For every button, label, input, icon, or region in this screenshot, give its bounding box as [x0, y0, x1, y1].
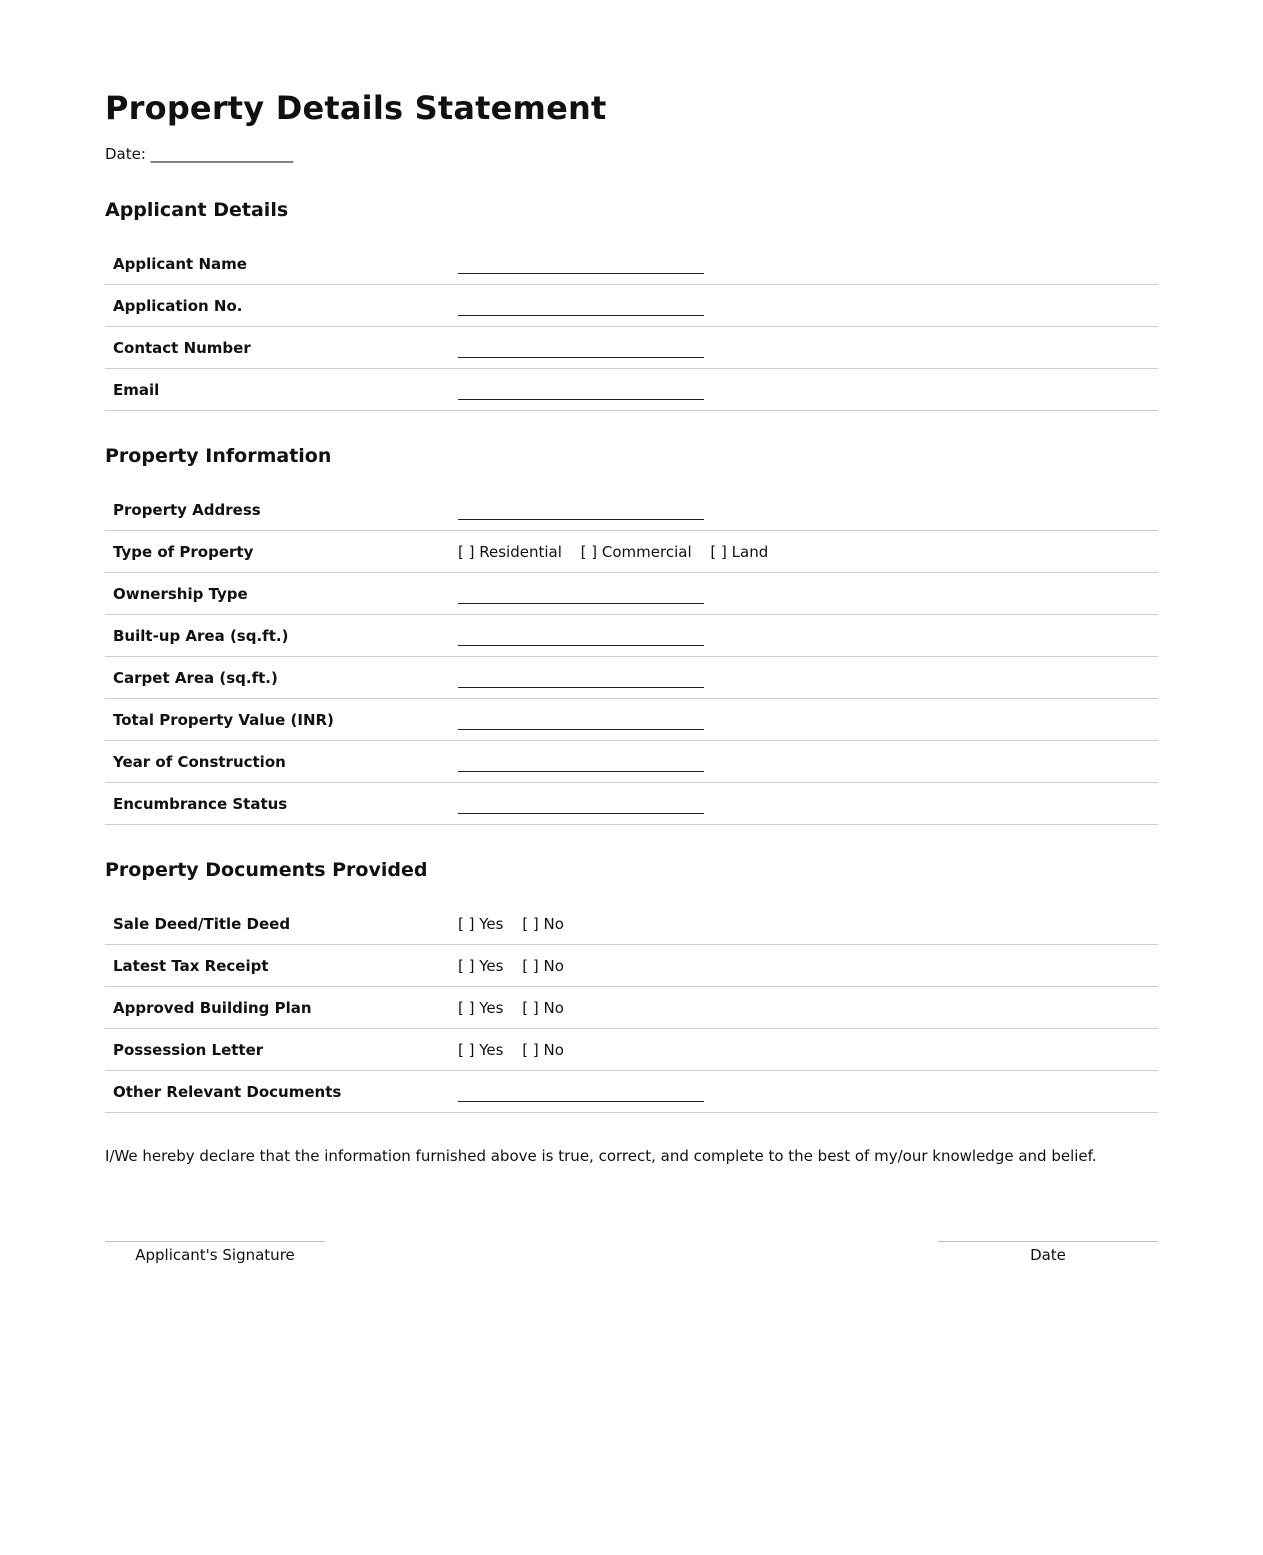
field-label: Sale Deed/Title Deed: [105, 903, 458, 945]
checkbox-option[interactable]: [ ] No: [522, 998, 564, 1017]
blank-field[interactable]: [458, 259, 704, 274]
checkbox-option[interactable]: [ ] Yes: [458, 1040, 504, 1059]
table-row: [105, 573, 1158, 615]
table-row: [105, 615, 1158, 657]
field-label: Ownership Type: [105, 573, 458, 615]
field-label: Property Address: [105, 489, 458, 531]
table-row: [105, 327, 1158, 369]
table-row: [105, 699, 1158, 741]
checkbox-option[interactable]: [ ] Yes: [458, 956, 504, 975]
applicant-signature-line[interactable]: Applicant's Signature: [105, 1241, 325, 1264]
field-label: Applicant Name: [105, 243, 458, 285]
blank-field[interactable]: [458, 631, 704, 646]
blank-field[interactable]: [458, 505, 704, 520]
field-label: Email: [105, 369, 458, 411]
table-row: [105, 945, 1158, 987]
table-row: [105, 531, 1158, 573]
field-label: Year of Construction: [105, 741, 458, 783]
table-row: [105, 657, 1158, 699]
field-label: Total Property Value (INR): [105, 699, 458, 741]
field-label: Type of Property: [105, 531, 458, 573]
blank-field[interactable]: [458, 589, 704, 604]
blank-field[interactable]: [458, 301, 704, 316]
declaration-text: I/We hereby declare that the information furnished above is true, correct, and complete to the best of my/our knowledge and belief.: [105, 1147, 1097, 1165]
checkbox-option[interactable]: [ ] Land: [710, 542, 769, 561]
property-table: [105, 489, 1158, 825]
field-label: Other Relevant Documents: [105, 1071, 458, 1113]
checkbox-option[interactable]: [ ] No: [522, 914, 564, 933]
checkbox-option[interactable]: [ ] Commercial: [580, 542, 692, 561]
blank-field[interactable]: [458, 343, 704, 358]
field-label: Encumbrance Status: [105, 783, 458, 825]
section-title-applicant: Applicant Details: [105, 199, 289, 221]
table-row: [105, 987, 1158, 1029]
checkbox-option[interactable]: [ ] Residential: [458, 542, 562, 561]
blank-field[interactable]: [458, 673, 704, 688]
blank-field[interactable]: [458, 799, 704, 814]
table-row: [105, 903, 1158, 945]
field-label: Contact Number: [105, 327, 458, 369]
table-row: [105, 489, 1158, 531]
section-title-documents: Property Documents Provided: [105, 859, 428, 881]
field-label: Carpet Area (sq.ft.): [105, 657, 458, 699]
field-label: Approved Building Plan: [105, 987, 458, 1029]
checkbox-option[interactable]: [ ] Yes: [458, 914, 504, 933]
table-row: [105, 741, 1158, 783]
signature-date-line[interactable]: Date: [938, 1241, 1158, 1264]
applicant-table: [105, 243, 1158, 411]
blank-field[interactable]: [458, 1087, 704, 1102]
table-row: [105, 783, 1158, 825]
blank-field[interactable]: [458, 715, 704, 730]
documents-table: [105, 903, 1158, 1113]
blank-field[interactable]: [458, 757, 704, 772]
checkbox-option[interactable]: [ ] No: [522, 956, 564, 975]
table-row: [105, 369, 1158, 411]
blank-field[interactable]: [458, 385, 704, 400]
table-row: [105, 243, 1158, 285]
field-label: Built-up Area (sq.ft.): [105, 615, 458, 657]
table-row: [105, 285, 1158, 327]
date-field[interactable]: Date: ___________________: [105, 145, 294, 163]
section-title-property: Property Information: [105, 445, 332, 467]
field-label: Latest Tax Receipt: [105, 945, 458, 987]
field-label: Application No.: [105, 285, 458, 327]
page-title: Property Details Statement: [105, 89, 607, 127]
checkbox-option[interactable]: [ ] No: [522, 1040, 564, 1059]
table-row: [105, 1071, 1158, 1113]
checkbox-option[interactable]: [ ] Yes: [458, 998, 504, 1017]
table-row: [105, 1029, 1158, 1071]
field-label: Possession Letter: [105, 1029, 458, 1071]
